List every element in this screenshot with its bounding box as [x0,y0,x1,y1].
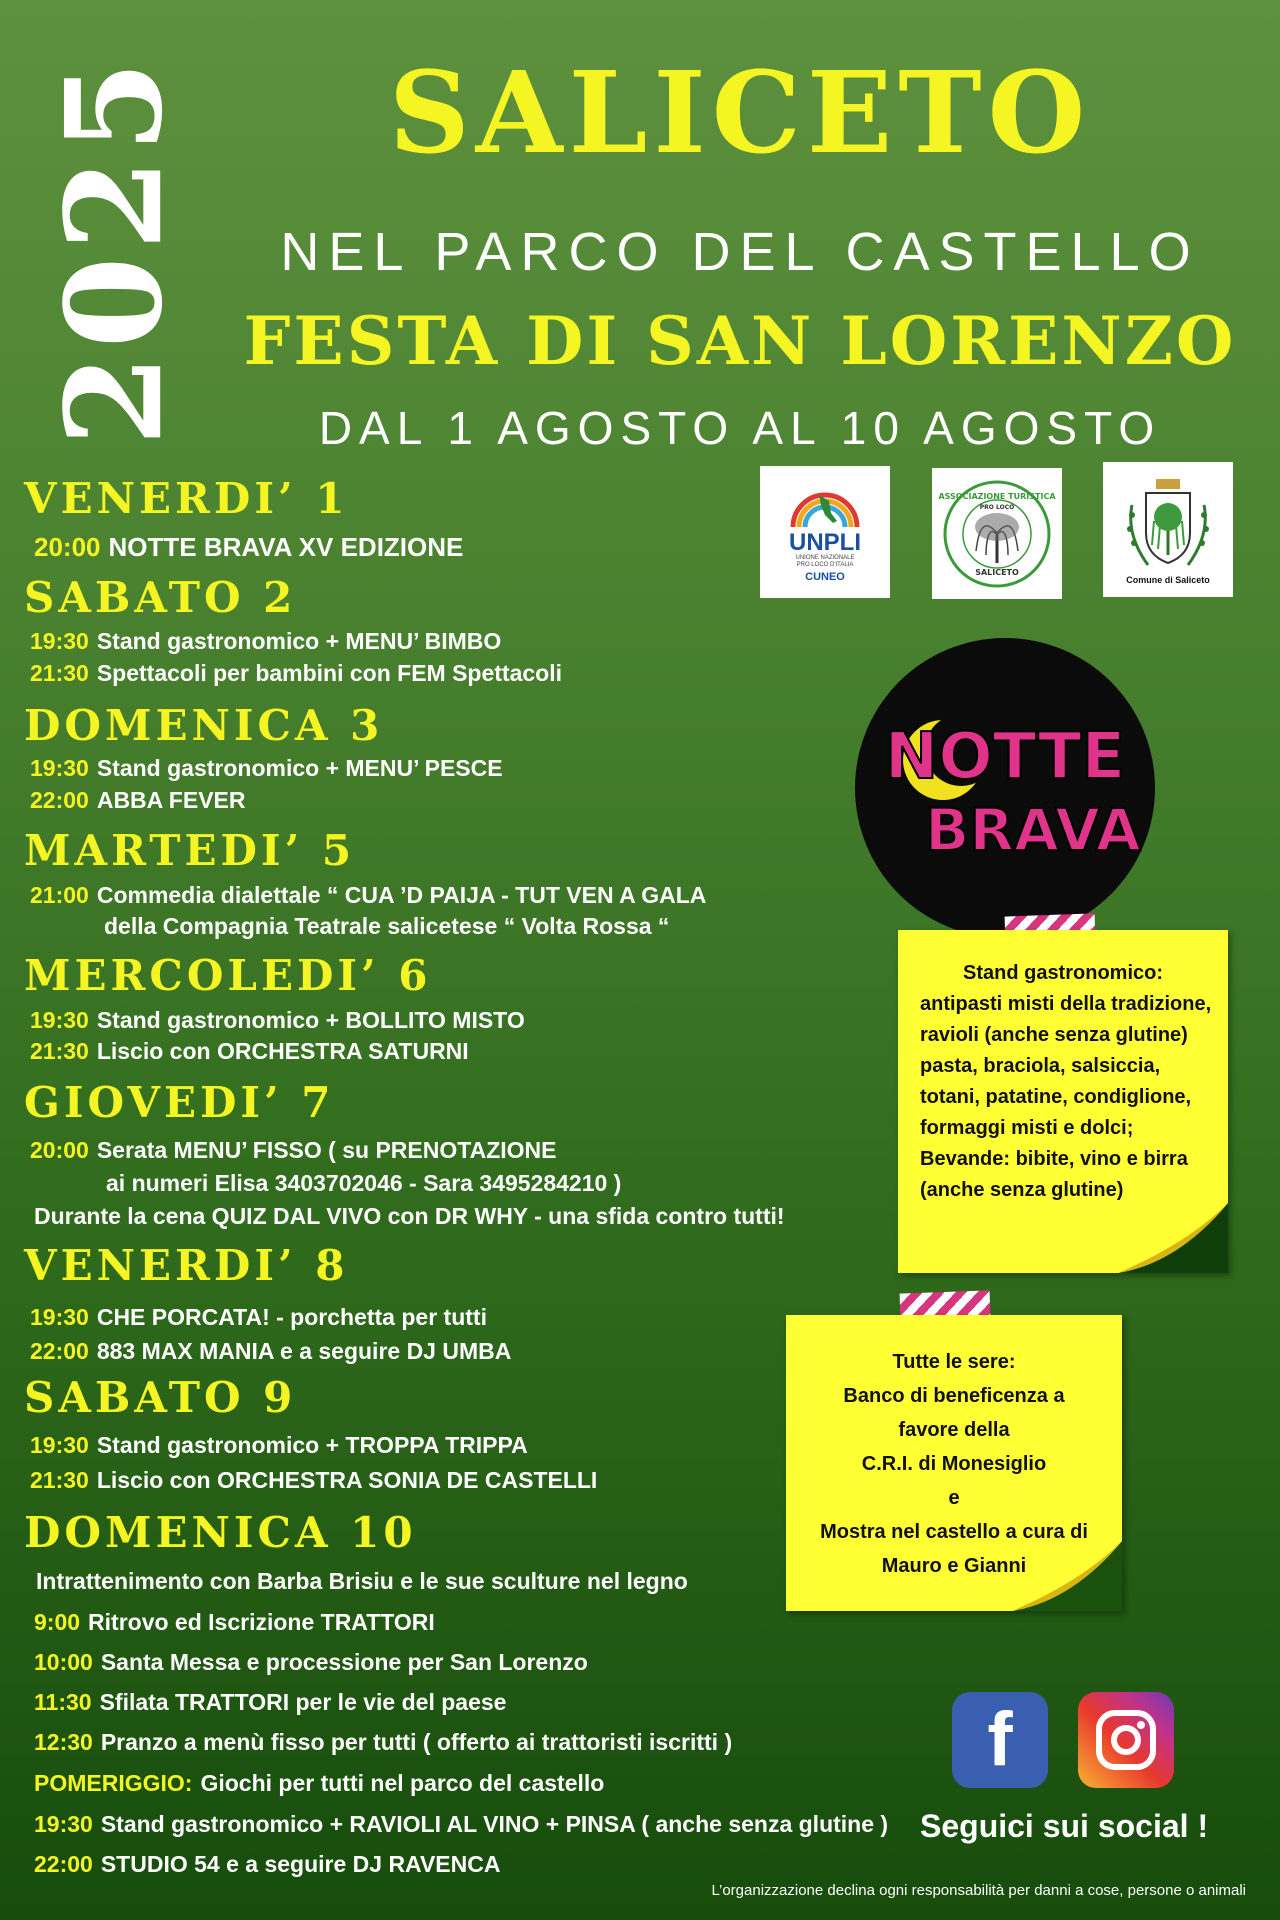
note-line: Banco di beneficenza a [843,1385,1065,1407]
event-row: 21:30 Spettacoli per bambini con FEM Spettacoli [30,660,563,686]
day-heading: SABATO 9 [24,1373,297,1422]
event-row: 20:00 Serata MENU’ FISSO ( su PRENOTAZIONE [30,1137,557,1163]
day-heading: GIOVEDI’ 7 [24,1078,335,1127]
event-row: 19:30 Stand gastronomico + TROPPA TRIPPA [30,1432,528,1458]
note-line: Stand gastronomico: [962,962,1163,984]
comune-logo [1103,462,1233,597]
note-line: formaggi misti e dolci; [920,1117,1134,1139]
event-row: 22:00 883 MAX MANIA e a seguire DJ UMBA [30,1338,512,1364]
event-row: 21:30 Liscio con ORCHESTRA SONIA DE CASTELLI [30,1467,598,1493]
proloco-logo [932,468,1062,599]
food-note [898,930,1228,1273]
day-heading: DOMENICA 10 [24,1508,417,1557]
note-line: Tutte le sere: [892,1351,1016,1373]
proloco-bottom-text: SALICETO [975,567,1019,577]
poster-title: SALICETO [388,48,1092,179]
event-row: 21:30 Liscio con ORCHESTRA SATURNI [30,1038,469,1064]
instagram-glyph [1093,1707,1159,1773]
facebook-icon[interactable]: f [952,1692,1048,1788]
proloco-seal-icon [938,475,1056,593]
event-row: 22:00 STUDIO 54 e a seguire DJ RAVENCA [34,1851,501,1877]
note-line: antipasti misti della tradizione, [920,993,1212,1015]
day-heading: MERCOLEDI’ 6 [24,951,432,1000]
unpli-name: UNPLI [789,528,861,556]
page-curl-icon [1118,1203,1228,1273]
event-row: 9:00 Ritrovo ed Iscrizione TRATTORI [34,1609,435,1635]
event-continuation: della Compagnia Teatrale salicetese “ Volta Rossa “ [104,913,670,939]
note-line: totani, patatine, condiglione, [920,1086,1192,1108]
day-heading: DOMENICA 3 [24,701,384,750]
notte-brava-logo [855,638,1155,938]
event-row: 19:30 Stand gastronomico + RAVIOLI AL VINO + PINSA ( anche senza glutine ) [34,1811,889,1837]
note-line: (anche senza glutine) [920,1179,1124,1201]
event-row: 21:00 Commedia dialettale “ CUA ’D PAIJA - TUT VEN A GALA [30,882,707,908]
day-heading: VENERDI’ 8 [24,1241,349,1290]
event-continuation: Durante la cena QUIZ DAL VIVO con DR WHY - una sfida contro tutti! [34,1203,785,1229]
year-vertical: 2025 [37,54,193,446]
disclaimer: L’organizzazione declina ogni responsabilità per danni a cose, persone o animali [711,1882,1246,1899]
unpli-line1: UNIONE NAZIONALE [795,554,855,561]
event-row: 10:00 Santa Messa e processione per San Lorenzo [34,1649,588,1675]
event-row: 22:00 ABBA FEVER [30,787,246,813]
note-line: Mauro e Gianni [881,1555,1027,1577]
event-continuation: ai numeri Elisa 3403702046 - Sara 3495284210 ) [106,1170,622,1196]
event-row: 20:00 NOTTE BRAVA XV EDIZIONE [34,532,464,562]
note-line: pasta, braciola, salsiccia, [920,1055,1161,1077]
note-line: Mostra nel castello a cura di [820,1521,1088,1543]
note-line: Bevande: bibite, vino e birra [920,1148,1188,1170]
note-line: C.R.I. di Monesiglio [861,1453,1047,1475]
notte-text: NOTTE [884,720,1126,794]
day-heading: MARTEDI’ 5 [24,826,356,875]
unpli-arc-icon [785,481,865,531]
event-row: 11:30 Sfilata TRATTORI per le vie del paese [34,1689,507,1715]
event-row: 19:30 Stand gastronomico + MENU’ BIMBO [30,628,502,654]
note-line: e [948,1487,960,1509]
social-label: Seguici sui social ! [920,1808,1209,1844]
proloco-arc-text: ASSOCIAZIONE TURISTICA [938,491,1056,501]
event-row: 19:30 CHE PORCATA! - porchetta per tutti [30,1304,487,1330]
instagram-icon[interactable] [1078,1692,1174,1788]
page-curl-icon [1012,1541,1122,1611]
unpli-line2: PRO LOCO D'ITALIA [796,562,854,568]
coat-of-arms-icon [1118,475,1218,575]
event-row: POMERIGGIO: Giochi per tutti nel parco del castello [34,1770,605,1796]
unpli-logo [760,466,890,598]
event-row: Intrattenimento con Barba Brisiu e le sue sculture nel legno [36,1568,688,1594]
poster-subtitle: NEL PARCO DEL CASTELLO [280,222,1200,282]
event-row: 12:30 Pranzo a menù fisso per tutti ( offerto ai trattoristi iscritti ) [34,1729,733,1755]
beneficenza-note [786,1315,1122,1611]
event-row: 19:30 Stand gastronomico + MENU’ PESCE [30,755,503,781]
festa-dates: DAL 1 AGOSTO AL 10 AGOSTO [318,402,1162,454]
festa-title: FESTA DI SAN LORENZO [243,302,1237,380]
day-heading: SABATO 2 [24,573,297,622]
moon-icon [855,638,1155,938]
comune-label: Comune di Saliceto [1126,574,1210,585]
note-line: favore della [898,1419,1010,1441]
event-row: 19:30 Stand gastronomico + BOLLITO MISTO [30,1007,525,1033]
note-line: ravioli (anche senza glutine) [920,1024,1188,1046]
proloco-top-text: PRO LOCO [979,503,1015,511]
unpli-region: CUNEO [805,571,845,584]
brava-text: BRAVA [925,796,1141,864]
day-heading: VENERDI’ 1 [24,474,349,523]
